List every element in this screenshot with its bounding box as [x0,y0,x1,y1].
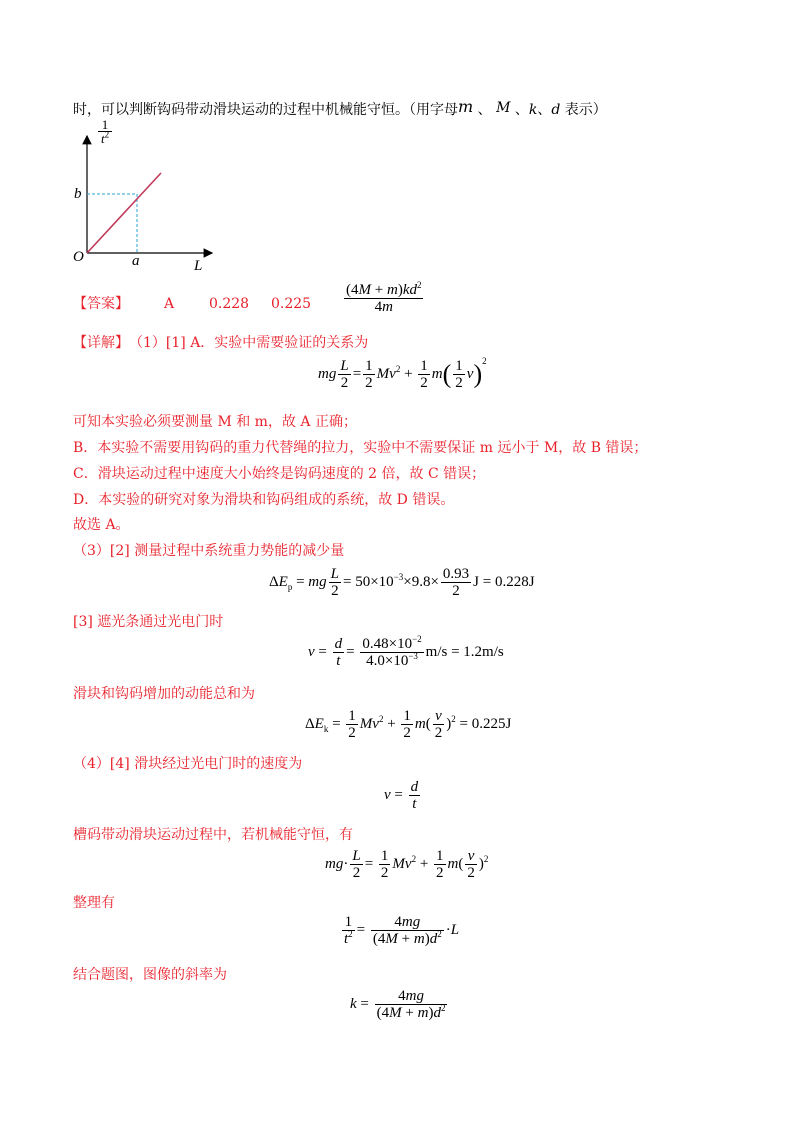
equation-6: mg· $\frac{L}{2}$ = $\frac{1}{2}$ $Mv^2$ + $\frac{1}{2}$ m( $\frac{v}{2}$ )$^2$ [325,848,489,881]
detail-line-8: [3] 遮光条通过光电门时 [73,614,224,630]
var-k: k [528,102,538,118]
equation-7: $\frac{1}{t^2}$ = $\frac{4mg}{(4M + m)d^2}$ ·L [344,914,460,947]
detail-line-12: 整理有 [73,895,115,911]
detail-line-3: B．本实验不需要用钩码的重力代替绳的拉力，实验中不需要保证 m 远小于 M，故 B 错误； [73,440,648,456]
equation-3: v = $\frac{d}{t}$ = $\frac{0.48\times 10^{-2}}{4.0\times 10^{-3}}$ m/s = 1.2m/s [308,634,504,669]
graph-svg [70,118,220,278]
var-M: M [496,100,511,116]
equation-8: k = $\frac{4mg}{(4M + m)d^2}$ [350,988,446,1021]
intro-prefix: 时，可以判断钩码带动滑块运动的过程中机械能守恒。（用字母 [73,102,458,118]
y-label-den: t [100,131,105,146]
equation-4: $\Delta E_k$ = $\frac{1}{2}$ $Mv^2$ + $\frac{1}{2}$ m( $\frac{v}{2}$ )$^2$ = 0.225J [305,708,512,741]
answer-4-formula: $\frac{(4M + m)kd^2}{4m}$ [346,280,422,315]
detail-line-11: 槽码带动滑块运动过程中，若机械能守恒，有 [73,827,353,843]
detail-line-6: 故选 A。 [73,517,130,533]
answer-1: A [164,296,175,312]
graph [70,118,220,278]
equation-2: $\Delta E_p$ = mg $\frac{L}{2}$ = $50\times 10^{-3}\times 9.8\times$ $\frac{0.93}{2}$ J = 0.228J [269,566,535,599]
detail-line-13: 结合题图，图像的斜率为 [73,967,227,983]
var-m: m [458,97,474,116]
y-label-num: 1 [98,118,112,132]
y-axis-label [98,118,112,146]
intro-suffix: 表示） [564,102,607,118]
plot-line [87,173,161,253]
a-label: a [132,253,140,269]
sep: 、 [537,102,552,118]
answer-2: 0.228 [209,296,250,312]
detail-line-1: （1）[1] A．实验中需要验证的关系为 [129,335,369,351]
detail-line-4: C．滑块运动过程中速度大小始终是钩码速度的 2 倍，故 C 错误； [73,466,486,482]
sep: 、 [477,102,492,118]
detail-label: 【详解】 [73,335,129,351]
detail-line-7: （3）[2] 测量过程中系统重力势能的减少量 [73,543,345,559]
origin-label: O [73,249,84,265]
equation-5: v = $\frac{d}{t}$ [384,779,419,812]
answer-3: 0.225 [271,296,312,312]
x-label: L [194,258,203,274]
detail-line-5: D．本实验的研究对象为滑块和钩码组成的系统，故 D 错误。 [73,492,455,508]
sep: 、 [514,102,529,118]
equation-1: mg $\frac{L}{2}$ = $\frac{1}{2}$ $Mv^2$ + $\frac{1}{2}$ m( $\frac{1}{2}$ v)$^2$ [318,355,487,391]
answer-label: 【答案】 [73,296,129,312]
detail-line-9: 滑块和钩码增加的动能总和为 [73,686,255,702]
y-label-exp: 2 [104,129,110,140]
b-label: b [74,186,82,202]
var-d: d [551,102,561,118]
detail-line-2: 可知本实验必须要测量 M 和 m，故 A 正确； [73,414,357,430]
detail-line-10: （4）[4] 滑块经过光电门时的速度为 [73,756,303,772]
intro-line [73,97,607,120]
